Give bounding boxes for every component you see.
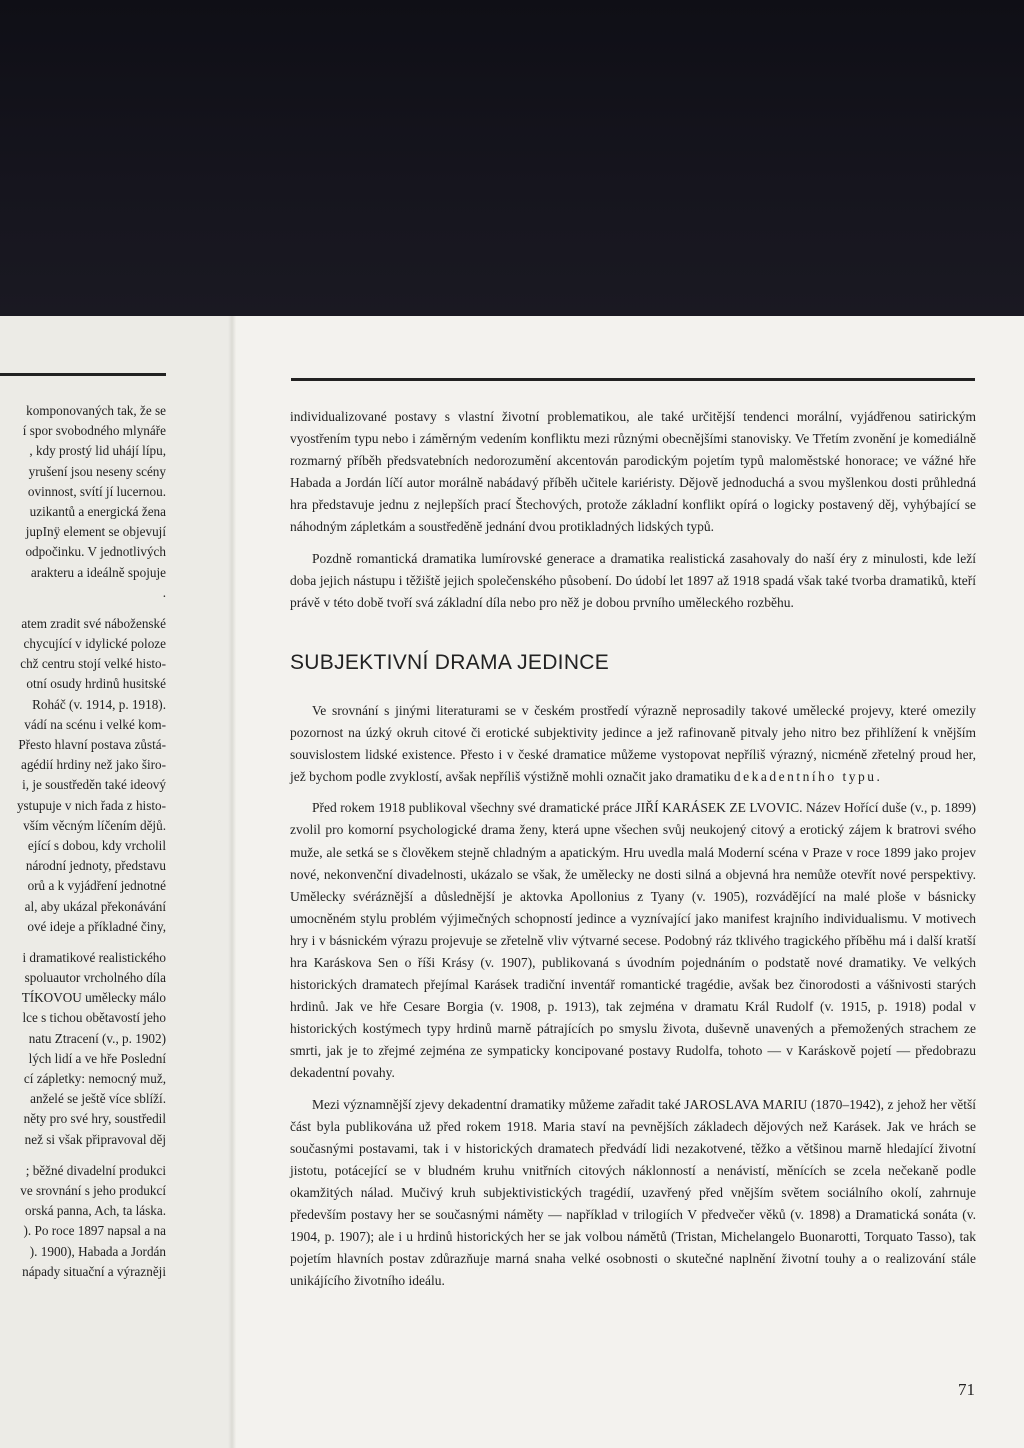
left-text-line: než si však připravoval děj xyxy=(24,1131,166,1147)
left-text-line: anželé se ještě více sblíží. xyxy=(30,1091,166,1107)
left-text-line: ející s dobou, kdy vrcholil xyxy=(27,837,166,853)
left-text-line: agédií hrdiny než jako širo- xyxy=(20,757,166,773)
paragraph: Pozdně romantická dramatika lumírovské generace a dramatika realistická zasahovaly do naší éry z minulosti, kde leží doba jejich nástupu i těžiště jejich společenského působení. Do údobí let 1897 až 1918 spadá však také tvorba dramatiků, kteří právě v této době tvoří svá základní díla nebo pro něž je dobou prvního uměleckého rozběhu. xyxy=(290,550,976,610)
left-text-line: . xyxy=(162,584,166,600)
paragraph-gap xyxy=(0,937,166,948)
left-text-line: odpočinku. V jednotlivých xyxy=(25,544,166,560)
left-text-line: ). Po roce 1897 napsal a na xyxy=(23,1223,166,1239)
left-text-line: chycující v idylické poloze xyxy=(23,636,166,652)
left-text-line: spoluautor vrcholného díla xyxy=(24,970,166,986)
left-top-rule xyxy=(0,373,166,376)
left-text-line: ystupuje v nich řada z histo- xyxy=(16,797,166,813)
paragraph: Mezi významnější zjevy dekadentní dramatiky můžeme zařadit také JAROSLAVA MARIU (1870–1942), z jehož her větší část byla publikována už před rokem 1918. Maria staví na pevnějších základech dějových než Karásek. Jak ve hrách se současnými postavami, tak i v historických dramatech předvádí lidi nezakotvené, těžko a většinou marně hledající životní jistotu, potácející se v bludném kruhu vnitřních citových náklonností a nenávistí, měnících se zcela nečekaně podle okamžitých nálad. Mučivý kruh subjektivistických tragédií, uzavřený před vnějším světem sociálního okolí, zahrnuje především postavy her se současnými náměty — například v trilogiích V předvečer věků (v. 1898) a Dramatická sonáta (v. 1904, p. 1907); ale i u hrdinů historických her se jak volbou námětů (Tristan, Michelangelo Buonarotti, Torquato Tasso), tak pojetím hlavních postav zdůrazňuje marná snaha velké osobnosti o skutečné naplnění životní touhy a o realizování stále unikájícího životního ideálu. xyxy=(290,1096,976,1289)
left-text-line: otní osudy hrdinů husitské xyxy=(26,676,166,692)
left-text-line: ; běžné divadelní produkci xyxy=(25,1162,166,1178)
left-text-line: arakteru a ideálně spojuje xyxy=(30,564,166,580)
left-text-line: atem zradit své náboženské xyxy=(21,615,166,631)
spaced-emphasis: dekadentního typu. xyxy=(733,769,883,785)
left-text-line: i, je soustředěn také ideový xyxy=(22,777,166,793)
left-text-line: vším věcným líčením dějů. xyxy=(23,817,166,833)
left-text-line: uzikantů a energická žena xyxy=(29,503,166,519)
right-top-rule xyxy=(291,378,975,381)
left-text-line: TÍKOVOU umělecky málo xyxy=(21,990,166,1006)
right-text-column xyxy=(290,406,976,1292)
left-text-line: cí zápletky: nemocný muž, xyxy=(23,1071,166,1086)
section-heading: SUBJEKTIVNÍ DRAMA JEDINCE xyxy=(290,650,610,674)
paragraph: Ve srovnání s jinými literaturami se v českém prostředí výrazně neprosadily takové umělecké projevy, které omezily pozornost na úzký okruh citové či erotické subjektivity jedince a jež rafinovaně pitvaly jeho nitro bez přihlížení k vnějším souvislostem lidské existence. Přesto i v české dramatice můžeme vystopovat nepříliš výrazný, nicméně zřetelný proud her, jež bychom podle zvyklostí, avšak nepříliš výstižně mohli označit jako dramatiku dekadentního typu. xyxy=(290,702,976,785)
left-text-line: vádí na scénu i velké kom- xyxy=(24,716,166,732)
page-number: 71 xyxy=(958,1380,975,1399)
left-text-line: jupInÿ element se objevují xyxy=(25,524,166,540)
left-text-line: lce s tichou obětavostí jeho xyxy=(22,1010,166,1026)
left-text-line: ve srovnání s jeho produkcí xyxy=(20,1182,166,1198)
left-text-line: nápady situační a výrazněji xyxy=(22,1263,166,1279)
paragraph-gap xyxy=(0,1150,166,1161)
left-text-line: al, aby ukázal překonávání xyxy=(24,898,166,914)
paragraph-gap xyxy=(0,603,166,614)
left-text-line: orů a k vyjádření jednotné xyxy=(27,878,166,894)
left-text-line: í spor svobodného mlynáře xyxy=(22,423,166,439)
top-photograph xyxy=(0,0,1024,316)
left-text-line: něty pro své hry, soustředil xyxy=(23,1111,166,1127)
left-text-line: ). 1900), Habada a Jordán xyxy=(29,1243,166,1259)
left-text-line: , kdy prostý lid uhájí lípu, xyxy=(29,443,166,459)
left-text-line: lých lidí a ve hře Poslední xyxy=(28,1050,166,1066)
left-text-line: národní jednoty, představu xyxy=(25,858,166,874)
page-gutter xyxy=(228,316,236,1448)
left-text-line: yrušení jsou neseny scény xyxy=(28,463,166,479)
left-text-line: ovinnost, svítí jí lucernou. xyxy=(27,483,166,499)
left-text-line: Přesto hlavní postava zůstá- xyxy=(18,737,166,752)
left-text-line: orská panna, Ach, ta láska. xyxy=(25,1203,166,1219)
left-text-line: natu Ztracení (v., p. 1902) xyxy=(28,1030,166,1046)
left-text-line: Roháč (v. 1914, p. 1918). xyxy=(32,696,166,712)
left-text-line: chž centru stojí velké histo- xyxy=(20,656,166,672)
left-text-column xyxy=(0,401,166,1282)
left-text-line: i dramatikové realistického xyxy=(22,949,166,965)
left-text-line: ové ideje a příkladné činy, xyxy=(27,918,166,934)
paragraph: Před rokem 1918 publikoval všechny své dramatické práce JIŘÍ KARÁSEK ZE LVOVIC. Název Hořící duše (v., p. 1899) zvolil pro komorní psychologické drama ženy, která upne všechen svůj neukojený citový a erotický zájem k bratrovi svého muže, ale setká se s člověkem stejně chladným a apatickým. Hru uvedla malá Moderní scéna v Praze v roce 1899 jako projev nové, nekonvenční divadelnosti, ukázalo se však, že umělecky ne dosti silná a objevná hra nemůže otevřít nové perspektivy. Umělecky svéráznější a důslednější je aktovka Apollonius z Tyany (v. 1905), rozvádějící na malé ploše v básnicky umocněném stylu problém výjimečných schopností jedince a vyznívající jako manifest krajního individualismu. V motivech hry i v básnickém výrazu projevuje se zřetelně vliv výtvarné secese. Podobný ráz tklivého tragického příběhu má i další kratší hra Karáskova Sen o říši Krásy (v. 1907), publikovaná s úvodním pojednáním o podstatě nové dramatiky. Ve velkých historických dramatech přejímal Karásek tradiční inventář romantické tragédie, avšak bez činorodosti a vášnivosti starých hrdinů. Jak ve hře Cesare Borgia (v. 1908, p. 1913), tak zejména v dramatu Král Rudolf (v. 1915, p. 1918) podal v historických kostýmech typy hrdinů marně pátrajících po smyslu života, duševně unavených a přemožených strachem ze smrti, jak je to zřejmé zejména ze sympaticky koncipované postavy Rudolfa, tohoto — v Karáskově pojetí — předobrazu dekadentní povahy. xyxy=(290,800,976,1081)
left-text-line: komponovaných tak, že se xyxy=(26,403,166,418)
paragraph: individualizované postavy s vlastní životní problematikou, ale také určitější tendenci morální, vyjádřenou satirickým vyostřením typu nebo i záměrným vedením konfliktu mezi různými obecnějšími stanovisky. Ve Třetím zvonění je komediálně rozmarný příběh předsvatebních nedorozumění akcentován parodickým pojetím typů maloměstské honorace; ve vážné hře Habada a Jordán líčí autor morálně nabádavý příběh učitele kariéristy. Dějově jednoduchá a svou myšlenkou dosti průhledná hra představuje jednu z nejlepších prací Štechových, protože základní konflikt opírá o logicky postavený děj, vyhýbající se náhodným zápletkám a soustředěně jednání dvou protikladných lidských typů. xyxy=(290,409,976,535)
